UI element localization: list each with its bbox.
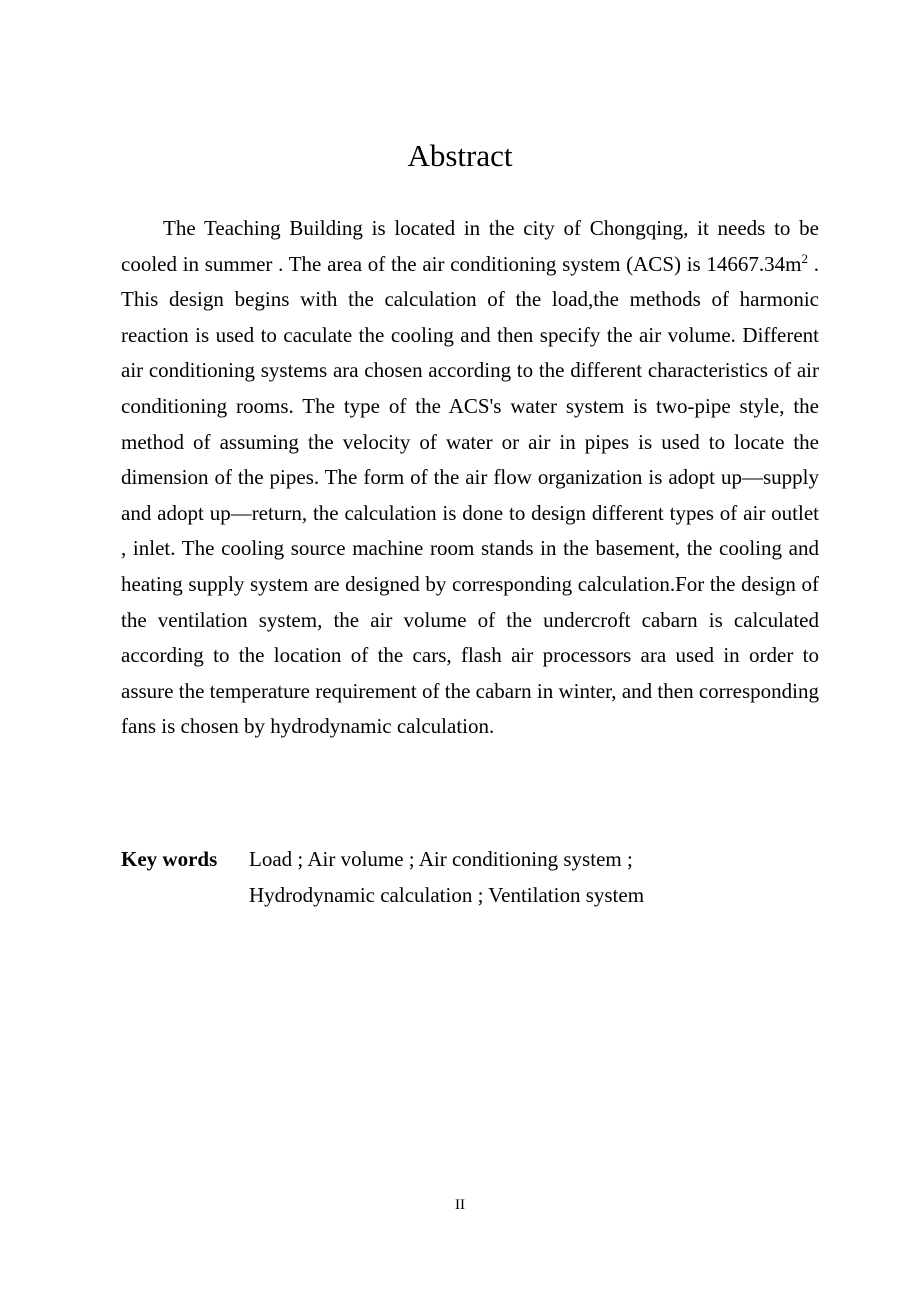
page-number: II (455, 1197, 465, 1213)
keywords-line-1: Load ; Air volume ; Air conditioning system ; (249, 847, 633, 871)
keywords-line-2: Hydrodynamic calculation ; Ventilation system (249, 882, 645, 907)
abstract-text-part-2: . This design begins with the calculation of the load,the methods of harmonic reaction is used to caculate the cooling and then specify the air volume. Different air conditioning systems ara chosen according to the different characteristics of air conditioning rooms. The type of the ACS's water system is two-pipe style, the method of assuming the velocity of water or air in pipes is used to locate the dimension of the pipes. The form of the air flow organization is adopt up—supply and adopt up—return, the calculation is done to design different types of air outlet , inlet. The cooling source machine room stands in the basement, the cooling and heating supply system are designed by corresponding calculation.For the design of the ventilation system, the air volume of the undercroft cabarn is calculated according to the location of the cars, flash air processors ara used in order to assure the temperature requirement of the cabarn in winter, and then corresponding fans is chosen by hydrodynamic calculation. (121, 251, 820, 739)
abstract-paragraph (121, 211, 819, 745)
abstract-text-part-1: The Teaching Building is located in the city of Chongqing, it needs to be cooled in summer . The area of the air conditioning system (ACS) is 14667.34m (121, 216, 819, 276)
page-title: Abstract (407, 138, 513, 173)
keywords-label: Key words (121, 847, 218, 871)
keywords-list (249, 842, 809, 913)
area-unit-superscript: 2 (801, 250, 809, 266)
